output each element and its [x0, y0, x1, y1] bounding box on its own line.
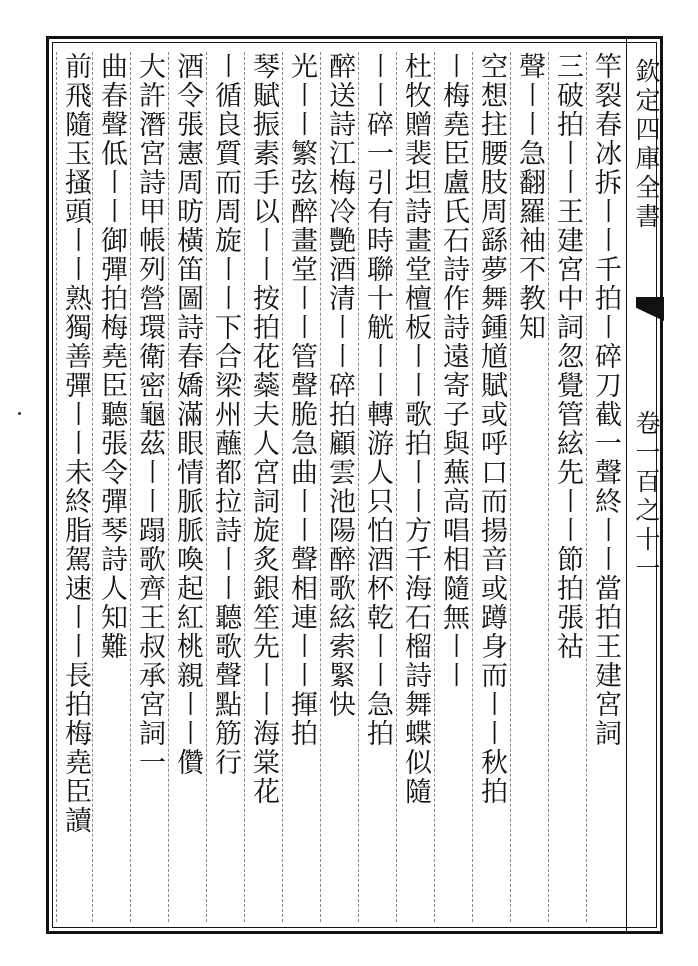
speck	[18, 412, 21, 415]
column-text: 〡循良質而周旋〡〡下合梁州蘸都拉詩〡〡聽歌聲點筋行	[210, 52, 241, 777]
text-column-1	[586, 52, 623, 922]
book-title: 欽定四庫全書	[632, 58, 661, 232]
column-text: 大許潛宮詩甲帳列營環衛密龜茲〡〡蹋歌齊王叔承宮詞一	[134, 52, 165, 777]
text-column-4	[472, 52, 509, 922]
text-column-9	[282, 52, 319, 922]
text-column-10	[244, 52, 281, 922]
text-column-8	[320, 52, 357, 922]
text-column-3	[510, 52, 547, 922]
column-text: 前飛隨玉搔頭〡〡熟獨善彈〡〡未終脂駕速〡〡長拍梅堯臣讀	[60, 52, 91, 835]
column-text: 曲春聲低〡〡御彈拍梅堯臣聽張令彈琴詩人知難	[96, 52, 127, 661]
text-column-11	[206, 52, 243, 922]
column-text: 竿裂春冰拆〡〡千拍〡碎刀截一聲終〡〡當拍王建宮詞	[590, 52, 621, 748]
column-text: 〡〡碎一引有時聯十觥〡〡轉游人只怕酒杯乾〡〡急拍	[362, 52, 393, 748]
text-column-7	[358, 52, 395, 922]
text-column-2	[548, 52, 585, 922]
text-column-5	[434, 52, 471, 922]
text-column-6	[396, 52, 433, 922]
column-text: 醉送詩江梅冷艷酒清〡〡碎拍顧雲池陽醉歌絃索緊快	[324, 52, 355, 719]
text-column-12	[168, 52, 205, 922]
column-text: 琴賦振素手以〡〡按拍花蘂夫人宮詞旋炙銀笙先〡〡海棠花	[248, 52, 279, 806]
volume-label: 卷一百之十一	[632, 410, 661, 584]
text-column-14	[92, 52, 129, 922]
column-text: 空想拄腰肢周繇夢舞鍾馗賦或呼口而揚音或蹲身而〡〡秋拍	[476, 52, 507, 806]
column-text: 杜牧贈裴坦詩畫堂檀板〡〡歌拍〡〡方千海石榴詩舞蝶似隨	[400, 52, 431, 806]
column-text: 光〡〡繁弦醉畫堂〡〡管聲脆急曲〡〡聲相連〡〡揮拍	[286, 52, 317, 748]
text-column-13	[130, 52, 167, 922]
text-column-15	[56, 52, 93, 922]
column-text: 酒令張憲周昉橫笛圖詩春嬌滿眼情脈脈喚起紅桃親〡〡儹	[172, 52, 203, 777]
column-text: 聲〡〡急翻羅袖不教知	[514, 52, 545, 342]
column-text: 〡梅堯臣盧氏石詩作詩遠寄子與蕪高唱相隨無〡〡	[438, 52, 469, 690]
column-text: 三破拍〡〡王建宮中詞忽覺管絃先〡〡節拍張祜	[552, 52, 583, 661]
